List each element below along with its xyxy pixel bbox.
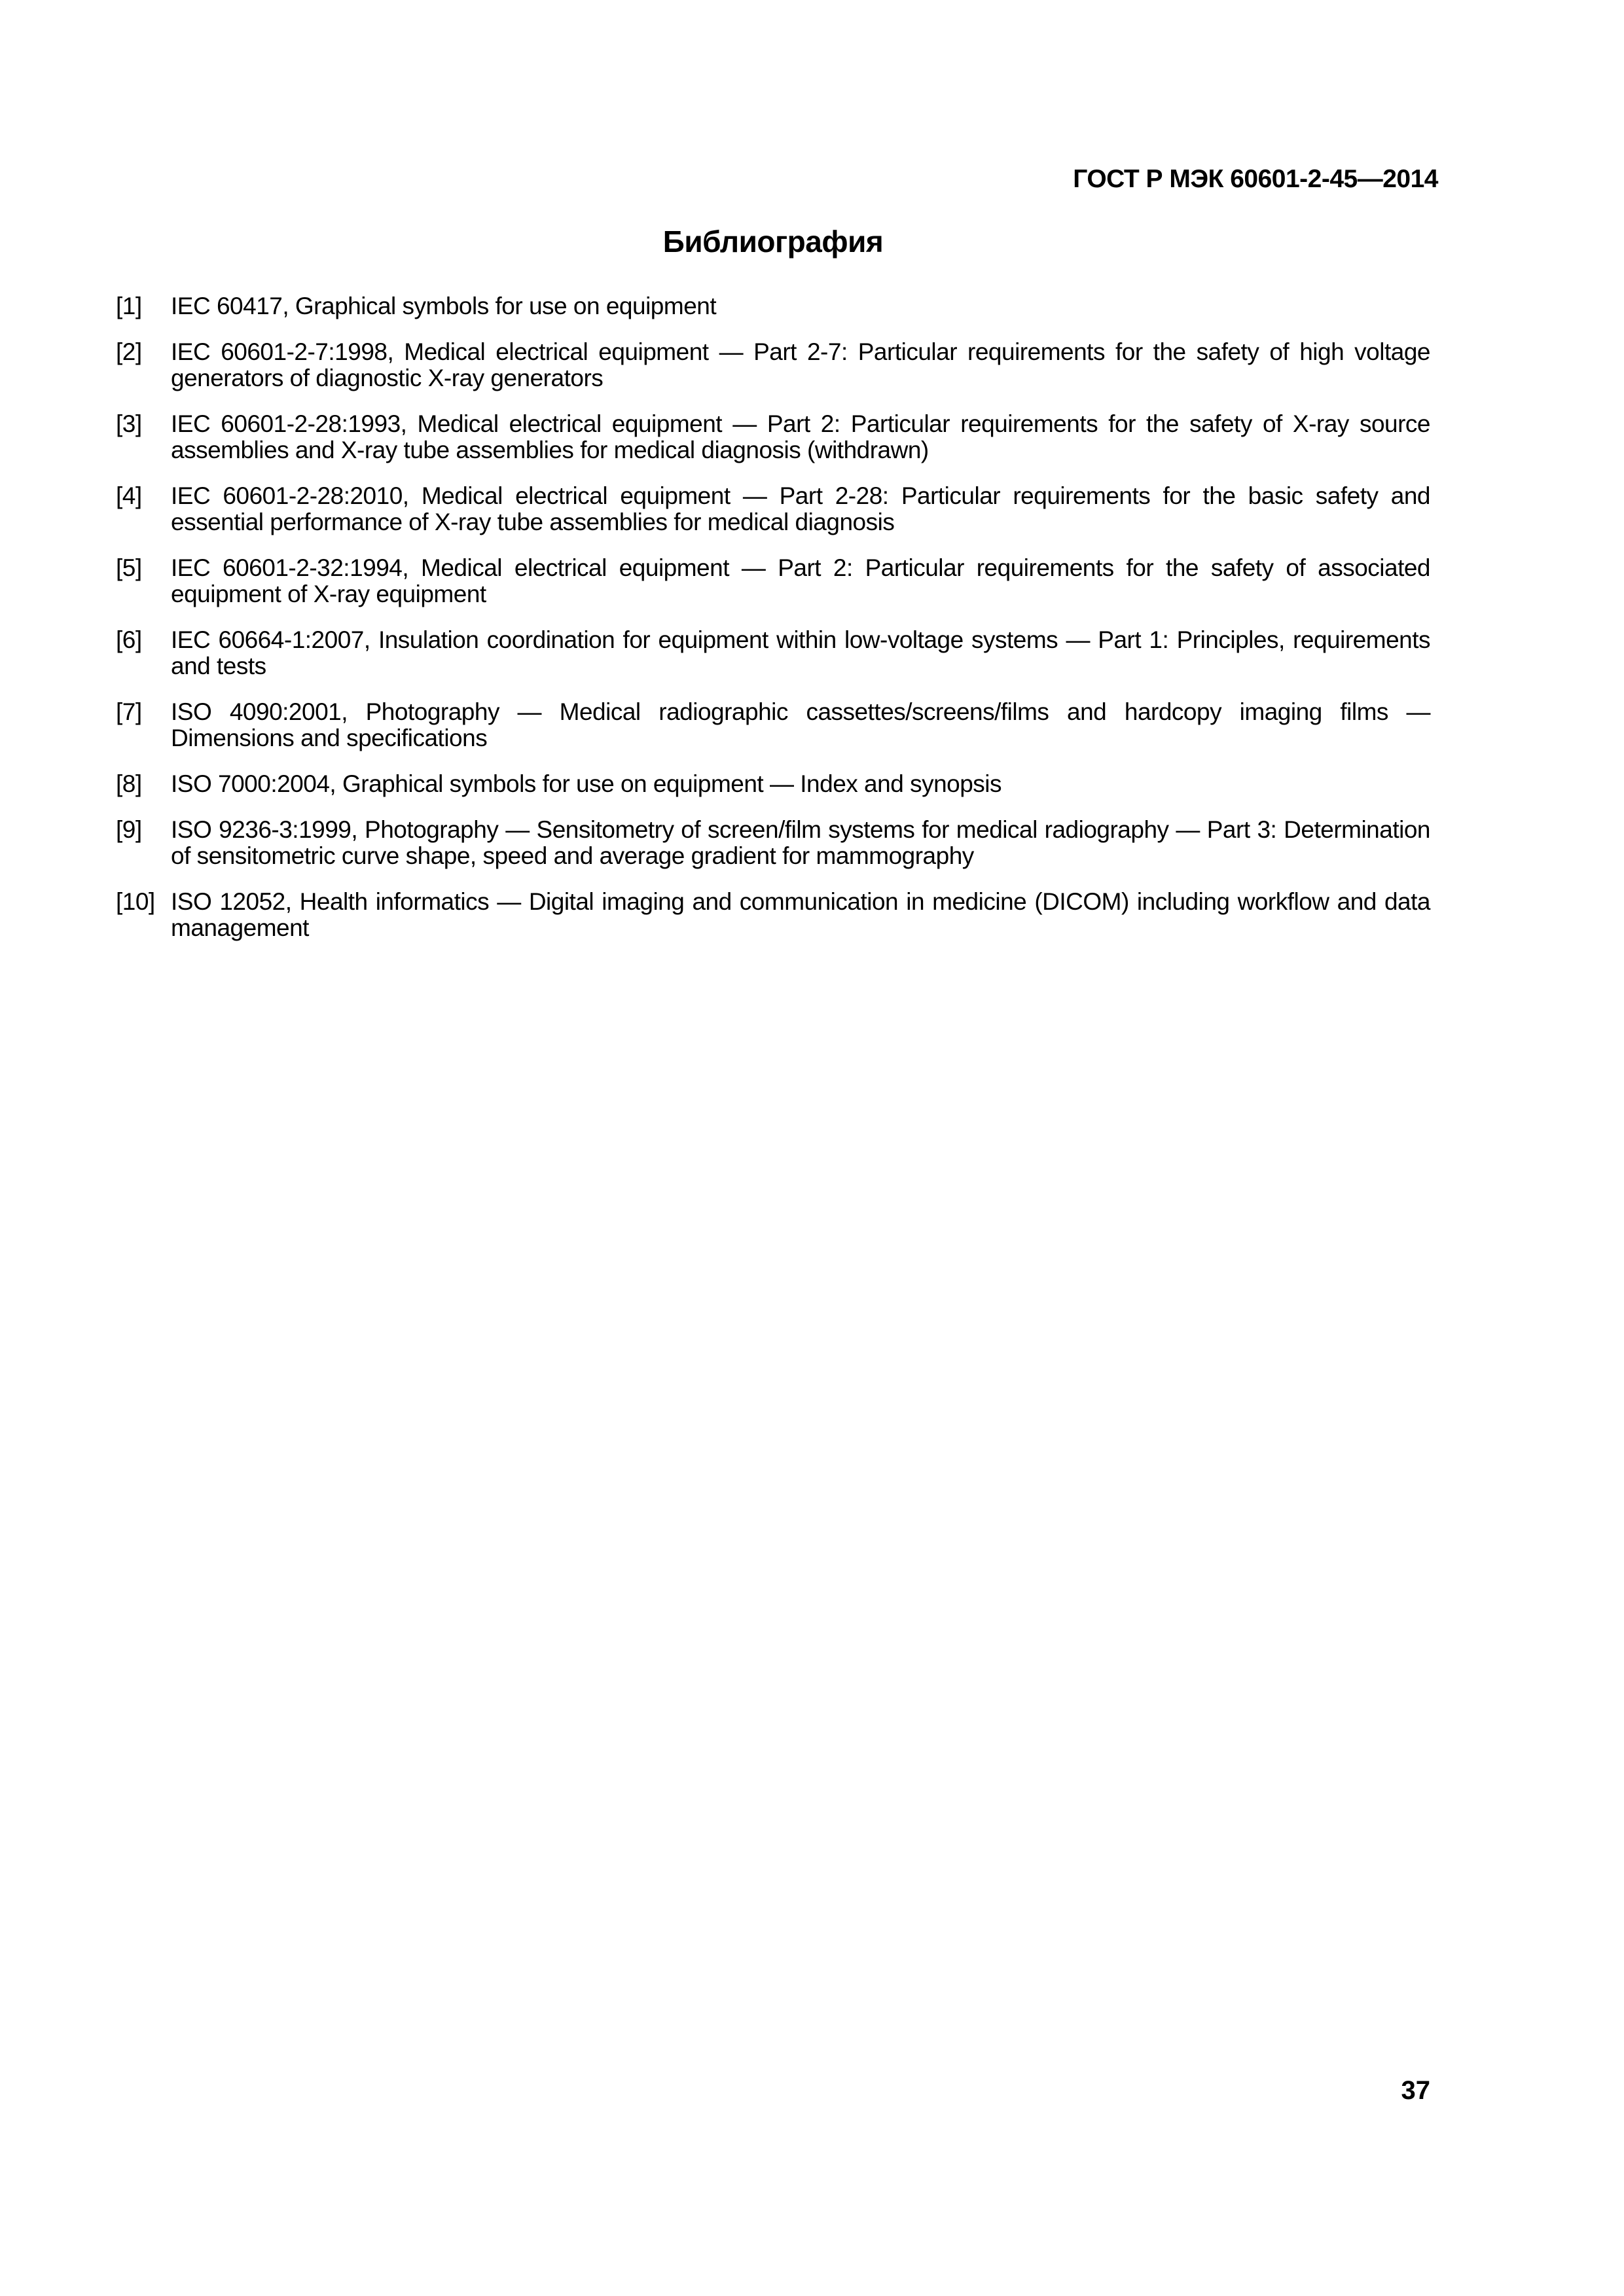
bibliography-item bbox=[116, 771, 1430, 797]
standard-designation-header: ГОСТ Р МЭК 60601-2-45—2014 bbox=[1073, 165, 1438, 193]
item-number: [7] bbox=[116, 698, 142, 725]
bibliography-item bbox=[116, 339, 1430, 391]
item-number: [5] bbox=[116, 554, 142, 581]
item-number: [3] bbox=[116, 410, 142, 437]
item-text: IEC 60601-2-28:2010, Medical electrical equipment — Part 2-28: Particular requirements for the basic safety and essential performance of X-ray tube assemblies for medical diagnosis bbox=[171, 482, 1430, 535]
item-text: ISO 7000:2004, Graphical symbols for use on equipment — Index and synopsis bbox=[171, 770, 1002, 797]
item-text: ISO 12052, Health informatics — Digital imaging and communication in medicine (DICOM) including workflow and data management bbox=[171, 888, 1430, 941]
bibliography-item bbox=[116, 293, 1430, 319]
item-number: [6] bbox=[116, 626, 142, 653]
item-text: IEC 60664-1:2007, Insulation coordination for equipment within low-voltage systems — Part 1: Principles, requirements and tests bbox=[171, 626, 1430, 679]
bibliography-item bbox=[116, 817, 1430, 869]
bibliography-item bbox=[116, 555, 1430, 607]
item-text: IEC 60601-2-32:1994, Medical electrical equipment — Part 2: Particular requirements for the safety of associated equipment of X-ray equipment bbox=[171, 554, 1430, 607]
page-number: 37 bbox=[1401, 2076, 1430, 2105]
item-text: IEC 60601-2-28:1993, Medical electrical equipment — Part 2: Particular requirements for the safety of X-ray source assemblies and X-ray tube assemblies for medical diagnosis (withdrawn) bbox=[171, 410, 1430, 463]
bibliography-list bbox=[116, 293, 1430, 941]
item-number: [1] bbox=[116, 293, 142, 319]
item-number: [2] bbox=[116, 338, 142, 365]
bibliography-item bbox=[116, 411, 1430, 463]
bibliography-item bbox=[116, 483, 1430, 535]
bibliography-item bbox=[116, 889, 1430, 941]
bibliography-item bbox=[116, 627, 1430, 679]
page-title: Библиография bbox=[662, 224, 884, 259]
item-number: [10] bbox=[116, 888, 155, 915]
item-number: [4] bbox=[116, 482, 142, 509]
item-text: IEC 60601-2-7:1998, Medical electrical equipment — Part 2-7: Particular requirements for the safety of high voltage generators of diagnostic X-ray generators bbox=[171, 338, 1430, 391]
item-number: [8] bbox=[116, 770, 142, 797]
item-text: ISO 4090:2001, Photography — Medical radiographic cassettes/screens/films and hardcopy imaging films — Dimensions and specifications bbox=[171, 698, 1430, 751]
bibliography-item bbox=[116, 699, 1430, 751]
item-text: ISO 9236-3:1999, Photography — Sensitometry of screen/film systems for medical radiography — Part 3: Determination of sensitometric curve shape, speed and average gradient for mammography bbox=[171, 816, 1430, 869]
item-number: [9] bbox=[116, 816, 142, 843]
item-text: IEC 60417, Graphical symbols for use on equipment bbox=[171, 293, 717, 319]
